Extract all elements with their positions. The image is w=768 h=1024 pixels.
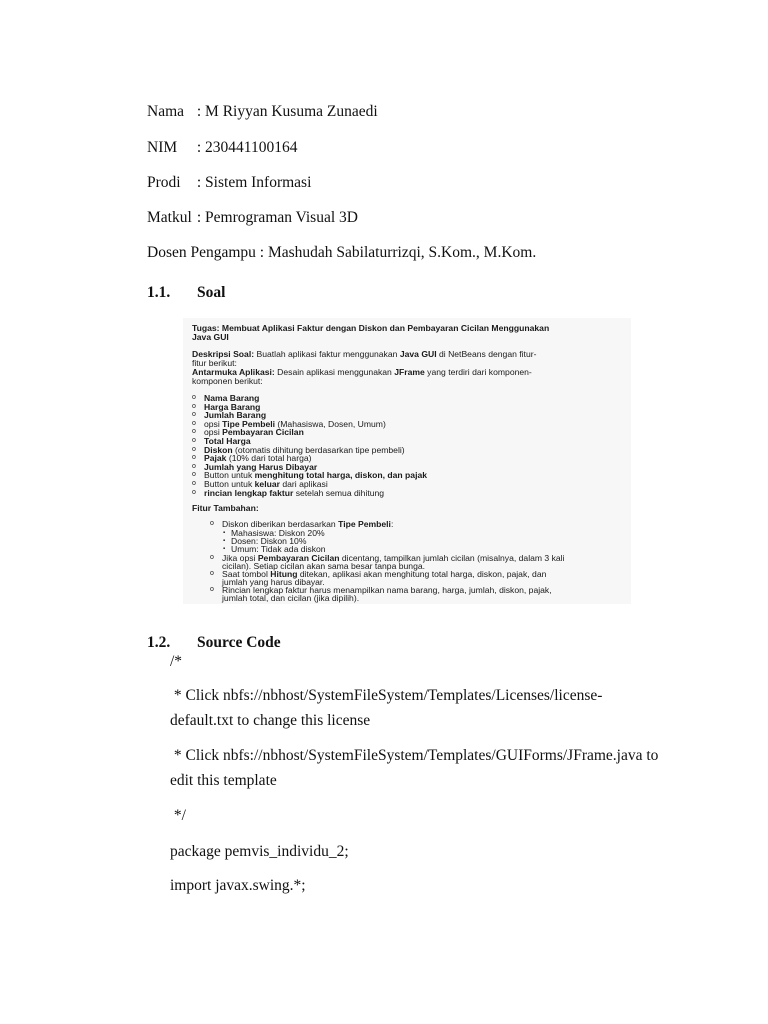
code-line-4: * Click nbfs://nbhost/SystemFileSystem/Templates/GUIForms/JFrame.java to xyxy=(170,747,659,764)
matkul-value: : Pemrograman Visual 3D xyxy=(196,209,358,226)
code-line-5: edit this template xyxy=(170,772,277,789)
component-post: setelah semua dihitung xyxy=(293,487,385,498)
extra2-bold: Pembayaran Cicilan xyxy=(257,553,340,563)
extra1-pre: Diskon diberikan berdasarkan xyxy=(222,519,339,529)
extra-label: Fitur Tambahan: xyxy=(192,503,259,513)
extra1-bold: Tipe Pembeli xyxy=(338,519,391,529)
desc-text1: Buatlah aplikasi faktur menggunakan xyxy=(254,349,400,359)
bullet-marker: o xyxy=(210,570,214,577)
bullet-marker: o xyxy=(192,419,196,427)
ui-bold: JFrame xyxy=(394,367,425,377)
extra3-post: ditekan, aplikasi akan menghitung total harga, diskon, pajak, dan xyxy=(297,569,547,579)
extra3-bold: Hitung xyxy=(270,569,298,579)
nim-row xyxy=(147,139,297,157)
bullet-marker: o xyxy=(192,437,196,444)
component-bold: Nama Barang xyxy=(204,393,260,403)
matkul-label: Matkul xyxy=(147,209,192,226)
task-title-line1: Tugas: Membuat Aplikasi Faktur dengan Diskon dan Pembayaran Cicilan Menggunakan xyxy=(192,323,550,333)
component-bold: Pajak xyxy=(204,453,227,464)
extra4-line1: Rincian lengkap faktur harus menampilkan nama barang, harga, jumlah, diskon, pajak, xyxy=(222,585,552,595)
component-post: (Mahasiswa, Dosen, Umum) xyxy=(275,418,386,429)
bullet-marker: o xyxy=(192,394,196,401)
bullet-marker: o xyxy=(210,554,214,561)
section-number-1: 1.1. xyxy=(147,284,171,301)
bullet-marker: o xyxy=(210,586,214,593)
component-pre: opsi xyxy=(204,427,223,438)
desc-label: Deskripsi Soal: xyxy=(192,349,255,359)
section-number-2: 1.2. xyxy=(147,634,171,651)
bullet-marker: o xyxy=(192,402,196,410)
component-post: dari aplikasi xyxy=(279,479,328,489)
bullet-marker: o xyxy=(192,428,196,436)
ui-text1: Desain aplikasi menggunakan xyxy=(274,367,395,377)
bullet-marker: o xyxy=(192,454,196,462)
extra-item-2-line2: cicilan). Setiap cicilan akan sama besar tanpa bunga. xyxy=(222,561,426,571)
component-bold: Pembayaran Cicilan xyxy=(222,427,304,438)
square-bullet-marker: ▪ xyxy=(223,546,226,552)
square-bullet-marker: ▪ xyxy=(223,530,226,536)
section-title-soal: Soal xyxy=(197,284,226,301)
bullet-marker: o xyxy=(210,520,214,527)
bullet-marker: o xyxy=(192,471,196,479)
code-line-7: package pemvis_individu_2; xyxy=(170,843,349,860)
matkul-row xyxy=(147,209,358,227)
component-bold: Jumlah yang Harus Dibayar xyxy=(204,461,318,472)
component-bold: Harga Barang xyxy=(204,401,261,412)
discount-text: Dosen: Diskon 10% xyxy=(231,536,307,546)
component-bold: menghitung total harga, diskon, dan pajak xyxy=(254,470,428,481)
code-line-3: default.txt to change this license xyxy=(170,712,371,729)
discount-text: Mahasiswa: Diskon 20% xyxy=(231,528,325,538)
task-title-line2: Java GUI xyxy=(192,332,229,342)
bullet-marker: o xyxy=(192,480,196,487)
component-bold: rincian lengkap faktur xyxy=(204,487,294,498)
extra1-post: : xyxy=(390,519,394,529)
component-bold: Diskon xyxy=(204,444,233,455)
extra-item-3-line2: jumlah yang harus dibayar. xyxy=(222,577,325,587)
nama-row xyxy=(147,103,378,121)
component-pre: opsi xyxy=(204,418,223,429)
task-desc-line1 xyxy=(192,350,536,359)
prodi-label: Prodi xyxy=(147,174,181,191)
prodi-row xyxy=(147,174,311,192)
bullet-marker: o xyxy=(192,462,196,470)
nim-label: NIM xyxy=(147,139,178,156)
component-post: (10% dari total harga) xyxy=(226,453,312,464)
extra2-post: dicentang, tampilkan jumlah cicilan (misalnya, dalam 3 kali xyxy=(339,553,565,563)
component-bold: Tipe Pembeli xyxy=(222,418,276,429)
component-bold: keluar xyxy=(254,479,280,489)
code-line-2: * Click nbfs://nbhost/SystemFileSystem/Templates/Licenses/license- xyxy=(170,687,603,704)
square-bullet-marker: ▪ xyxy=(223,538,226,544)
component-bold: Jumlah Barang xyxy=(204,410,267,421)
extra2-pre: Jika opsi xyxy=(222,553,258,563)
extra3-pre: Saat tombol xyxy=(222,569,271,579)
desc-bold: Java GUI xyxy=(399,349,437,359)
task-image xyxy=(183,318,631,604)
nama-label: Nama xyxy=(147,103,185,120)
bullet-marker: o xyxy=(192,488,196,496)
discount-text: Umum: Tidak ada diskon xyxy=(231,544,326,554)
extra-item-4-line2: jumlah total, dan cicilan (jika dipilih). xyxy=(222,593,360,603)
prodi-value: : Sistem Informasi xyxy=(196,174,312,191)
ui-text2: yang terdiri dari komponen- xyxy=(424,367,532,377)
nim-value: : 230441100164 xyxy=(196,139,298,156)
code-line-6: */ xyxy=(170,807,186,824)
component-item xyxy=(192,487,385,498)
desc-text2: di NetBeans dengan fitur- xyxy=(436,349,537,359)
task-ui-line2: komponen berikut: xyxy=(192,376,263,386)
component-bold: Total Harga xyxy=(204,436,251,446)
dosen-row: Dosen Pengampu : Mashudah Sabilaturrizqi, S.Kom., M.Kom. xyxy=(147,244,537,261)
component-pre: Button untuk xyxy=(204,479,255,489)
section-title-source-code: Source Code xyxy=(197,634,281,651)
component-post: (otomatis dihitung berdasarkan tipe pembeli) xyxy=(232,444,405,455)
bullet-marker: o xyxy=(192,445,196,453)
code-line-8: import javax.swing.*; xyxy=(170,877,306,894)
bullet-marker: o xyxy=(192,411,196,419)
code-line-1: /* xyxy=(170,653,183,670)
nama-value: : M Riyyan Kusuma Zunaedi xyxy=(196,103,378,120)
component-pre: Button untuk xyxy=(204,470,255,481)
ui-label: Antarmuka Aplikasi: xyxy=(192,367,275,377)
task-desc-line2: fitur berikut: xyxy=(192,358,237,368)
